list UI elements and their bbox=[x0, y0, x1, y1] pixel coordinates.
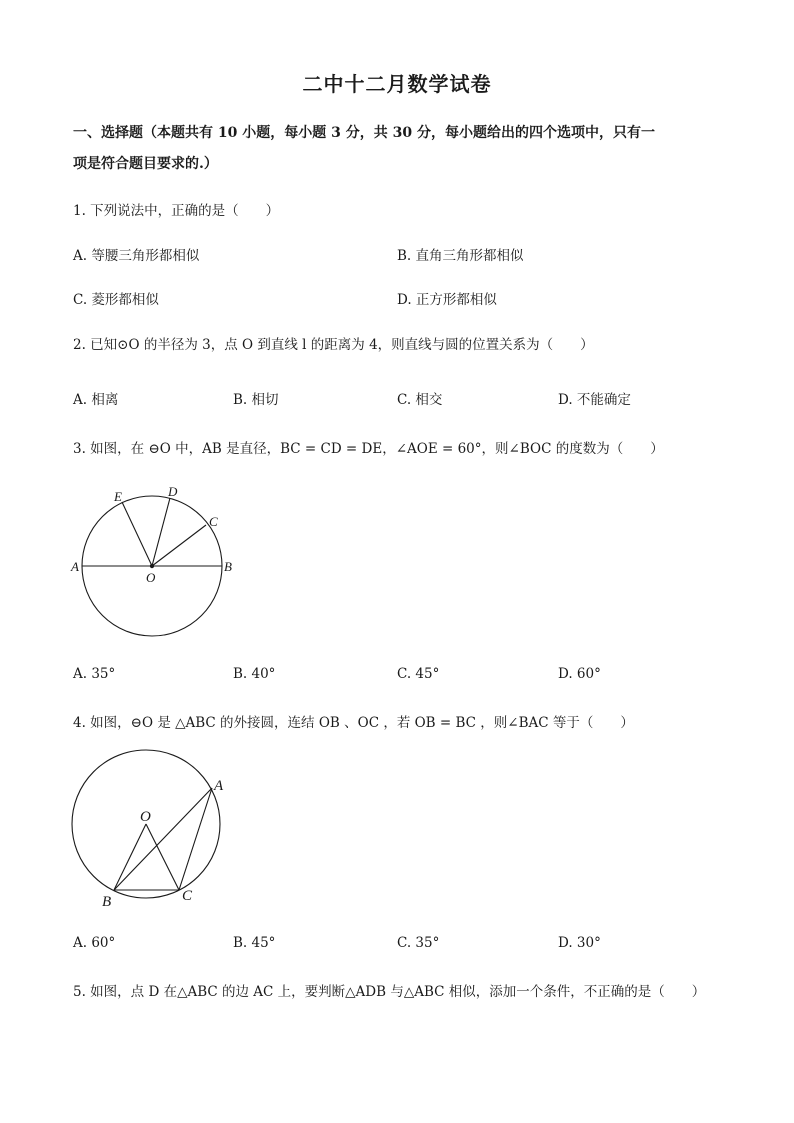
question-2-option-c: C. 相交 bbox=[397, 392, 443, 408]
question-2-option-a: A. 相离 bbox=[73, 392, 119, 408]
question-4-stem: 4. 如图，⊖O 是 △ABC 的外接圆，连结 OB 、OC ，若 OB = BC ，则∠BAC 等于（ ） bbox=[73, 715, 634, 731]
label-o: O bbox=[140, 809, 151, 825]
label-b: B bbox=[224, 559, 232, 574]
label-a: A bbox=[214, 778, 224, 794]
question-4-option-b: B. 45° bbox=[233, 935, 276, 951]
label-a: A bbox=[71, 559, 79, 574]
question-1-option-c: C. 菱形都相似 bbox=[73, 292, 159, 308]
section-heading-line2: 项是符合题目要求的.） bbox=[73, 156, 218, 172]
center-point-o bbox=[150, 564, 154, 568]
radius-od bbox=[152, 498, 170, 566]
question-3-option-d: D. 60° bbox=[558, 666, 601, 682]
question-1-stem: 1. 下列说法中，正确的是（ ） bbox=[73, 203, 280, 219]
question-2-option-d: D. 不能确定 bbox=[558, 392, 631, 408]
side-ac bbox=[179, 788, 212, 890]
side-ab bbox=[114, 788, 212, 890]
question-4-option-a: A. 60° bbox=[73, 935, 116, 951]
question-1-option-a: A. 等腰三角形都相似 bbox=[73, 248, 200, 264]
question-4-circumcircle-figure bbox=[62, 740, 242, 915]
segment-ob bbox=[114, 824, 146, 890]
radius-oe bbox=[122, 502, 152, 566]
question-2-stem: 2. 已知⊙O 的半径为 3，点 O 到直线 l 的距离为 4，则直线与圆的位置关系为（ ） bbox=[73, 337, 594, 353]
label-e: E bbox=[114, 489, 122, 504]
question-1-option-d: D. 正方形都相似 bbox=[397, 292, 497, 308]
label-d: D bbox=[168, 484, 178, 499]
question-3-option-b: B. 40° bbox=[233, 666, 276, 682]
question-2-option-b: B. 相切 bbox=[233, 392, 279, 408]
label-o: O bbox=[146, 570, 156, 585]
question-4-option-d: D. 30° bbox=[558, 935, 601, 951]
question-4-option-c: C. 35° bbox=[397, 935, 440, 951]
question-1-option-b: B. 直角三角形都相似 bbox=[397, 248, 524, 264]
question-5-stem: 5. 如图，点 D 在△ABC 的边 AC 上，要判断△ADB 与△ABC 相似，添加一个条件，不正确的是（ ） bbox=[73, 984, 706, 1000]
label-c: C bbox=[209, 514, 218, 529]
label-c: C bbox=[182, 888, 193, 904]
question-3-option-c: C. 45° bbox=[397, 666, 440, 682]
question-3-option-a: A. 35° bbox=[73, 666, 116, 682]
page-title: 二中十二月数学试卷 bbox=[302, 72, 492, 96]
question-3-stem: 3. 如图，在 ⊖O 中，AB 是直径，BC = CD = DE，∠AOE = 60°，则∠BOC 的度数为（ ） bbox=[73, 441, 664, 457]
label-b: B bbox=[102, 894, 112, 910]
section-heading-line1: 一、选择题（本题共有 10 小题，每小题 3 分，共 30 分，每小题给出的四个选项中，只有一 bbox=[73, 125, 655, 141]
segment-oc bbox=[146, 824, 179, 890]
radius-oc bbox=[152, 525, 206, 566]
question-3-circle-figure bbox=[62, 480, 242, 645]
